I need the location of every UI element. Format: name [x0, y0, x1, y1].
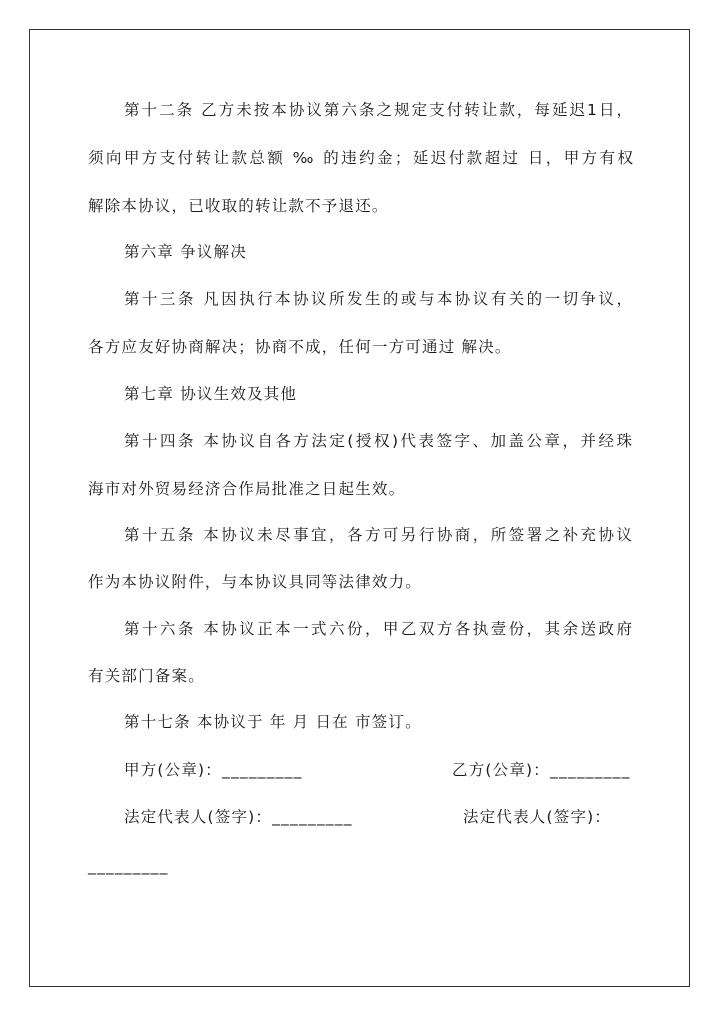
article-12-line-1: 第十二条 乙方未按本协议第六条之规定支付转让款，每延迟1日， [124, 101, 632, 119]
article-16-line-2: 有关部门备案。 [88, 667, 205, 685]
party-a-seal-line: 甲方(公章)：_________ [124, 761, 303, 779]
party-a-representative-line: 法定代表人(签字)：_________ [124, 808, 353, 826]
chapter-6-heading: 第六章 争议解决 [124, 243, 248, 261]
article-16-line-1: 第十六条 本协议正本一式六份，甲乙双方各执壹份，其余送政府 [124, 620, 632, 638]
article-12-line-2: 须向甲方支付转让款总额 ‰ 的违约金；延迟付款超过 日，甲方有权 [88, 149, 633, 167]
article-13-line-2: 各方应友好协商解决；协商不成，任何一方可通过 解决。 [88, 338, 512, 356]
article-17: 第十七条 本协议于 年 月 日在 市签订。 [124, 713, 422, 731]
party-b-seal-line: 乙方(公章)：_________ [452, 761, 631, 779]
chapter-7-heading: 第七章 协议生效及其他 [124, 385, 298, 403]
article-14-line-1: 第十四条 本协议自各方法定(授权)代表签字、加盖公章，并经珠 [124, 432, 632, 450]
page-border [29, 29, 690, 987]
article-12-line-3: 解除本协议，已收取的转让款不予退还。 [88, 197, 389, 215]
article-13-line-1: 第十三条 凡因执行本协议所发生的或与本协议有关的一切争议， [124, 290, 632, 308]
party-b-representative-line: 法定代表人(签字)： [463, 808, 612, 826]
article-15-line-2: 作为本协议附件，与本协议具同等法律效力。 [88, 573, 423, 591]
article-15-line-1: 第十五条 本协议未尽事宜，各方可另行协商，所签署之补充协议 [124, 526, 632, 544]
article-14-line-2: 海市对外贸易经济合作局批准之日起生效。 [88, 480, 406, 498]
party-b-representative-blank: _________ [88, 857, 169, 875]
